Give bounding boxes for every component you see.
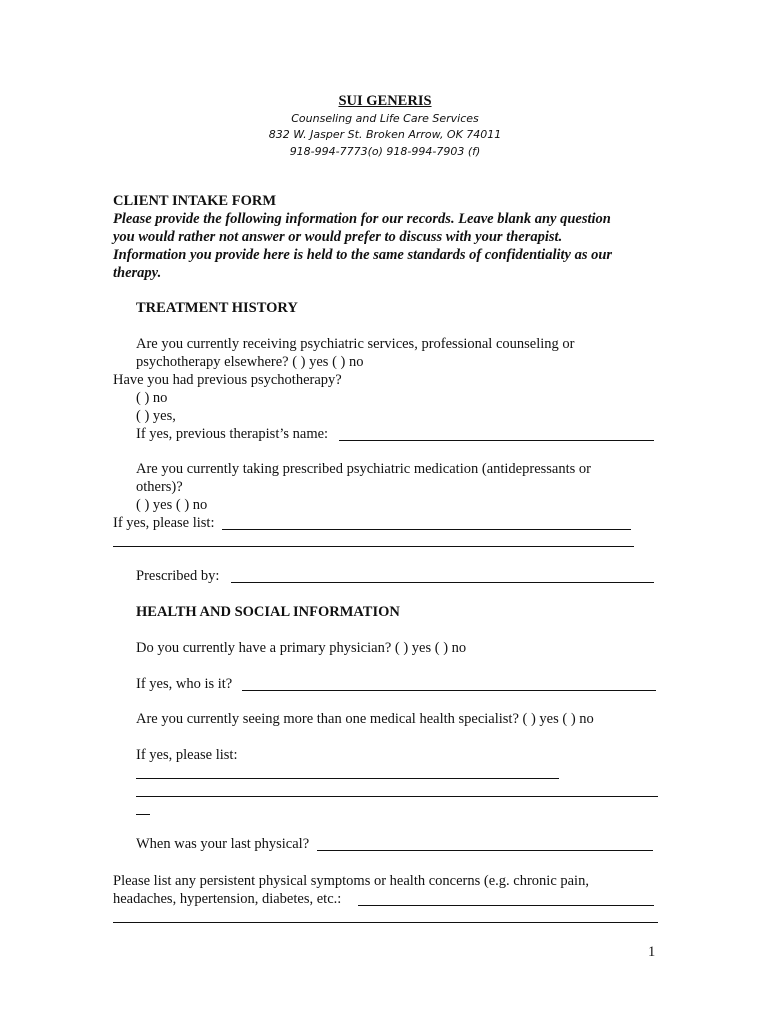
q-current-services-line-2[interactable]: psychotherapy elsewhere? ( ) yes ( ) no (136, 354, 364, 370)
medication-list-field[interactable] (222, 529, 631, 530)
intro-line-2: you would rather not answer or would prefer to discuss with your therapist. (113, 229, 563, 245)
intro-line-4: therapy. (113, 265, 162, 281)
treatment-history-heading: TREATMENT HISTORY (136, 300, 298, 316)
symptoms-question-line-1: Please list any persistent physical symptoms or health concerns (e.g. chronic pain, (113, 873, 589, 889)
q-specialist[interactable]: Are you currently seeing more than one medical health specialist? ( ) yes ( ) no (136, 711, 594, 727)
specialist-list-label: If yes, please list: (136, 747, 238, 763)
symptoms-field-2[interactable] (113, 922, 658, 923)
q-primary-physician[interactable]: Do you currently have a primary physician? ( ) yes ( ) no (136, 640, 467, 656)
health-social-heading: HEALTH AND SOCIAL INFORMATION (136, 604, 400, 620)
medication-options[interactable]: ( ) yes ( ) no (136, 497, 208, 513)
physician-who-label: If yes, who is it? (136, 676, 233, 692)
org-phone: 918-994-7773(o) 918-994-7903 (f) (289, 145, 481, 158)
q-previous-therapy: Have you had previous psychotherapy? (113, 372, 342, 388)
previous-therapist-field[interactable] (339, 440, 654, 441)
org-subtitle: Counseling and Life Care Services (291, 112, 479, 125)
specialist-list-field-2[interactable] (136, 796, 658, 797)
prescribed-by-field[interactable] (231, 582, 654, 583)
last-physical-field[interactable] (317, 850, 653, 851)
previous-therapy-no-option[interactable]: ( ) no (136, 390, 168, 406)
intro-line-1: Please provide the following information for our records. Leave blank any question (113, 211, 611, 227)
last-physical-label: When was your last physical? (136, 836, 310, 852)
specialist-list-field-1[interactable] (136, 778, 559, 779)
prescribed-by-label: Prescribed by: (136, 568, 220, 584)
specialist-list-field-3[interactable] (136, 814, 150, 815)
previous-therapist-label: If yes, previous therapist’s name: (136, 426, 329, 442)
form-title: CLIENT INTAKE FORM (113, 193, 277, 209)
org-address: 832 W. Jasper St. Broken Arrow, OK 74011 (268, 128, 502, 141)
physician-who-field[interactable] (242, 690, 656, 691)
q-medication-line-2: others)? (136, 479, 183, 495)
org-name: SUI GENERIS (338, 93, 432, 109)
medication-list-label: If yes, please list: (113, 515, 215, 531)
symptoms-question-line-2: headaches, hypertension, diabetes, etc.: (113, 891, 342, 907)
previous-therapy-yes-option[interactable]: ( ) yes, (136, 408, 176, 424)
intro-line-3: Information you provide here is held to the same standards of confidentiality as our (113, 247, 613, 263)
symptoms-field-1[interactable] (358, 905, 654, 906)
q-current-services-line-1: Are you currently receiving psychiatric services, professional counseling or (136, 336, 575, 352)
page-number: 1 (648, 944, 656, 960)
medication-list-field-2[interactable] (113, 546, 634, 547)
q-medication-line-1: Are you currently taking prescribed psychiatric medication (antidepressants or (136, 461, 591, 477)
